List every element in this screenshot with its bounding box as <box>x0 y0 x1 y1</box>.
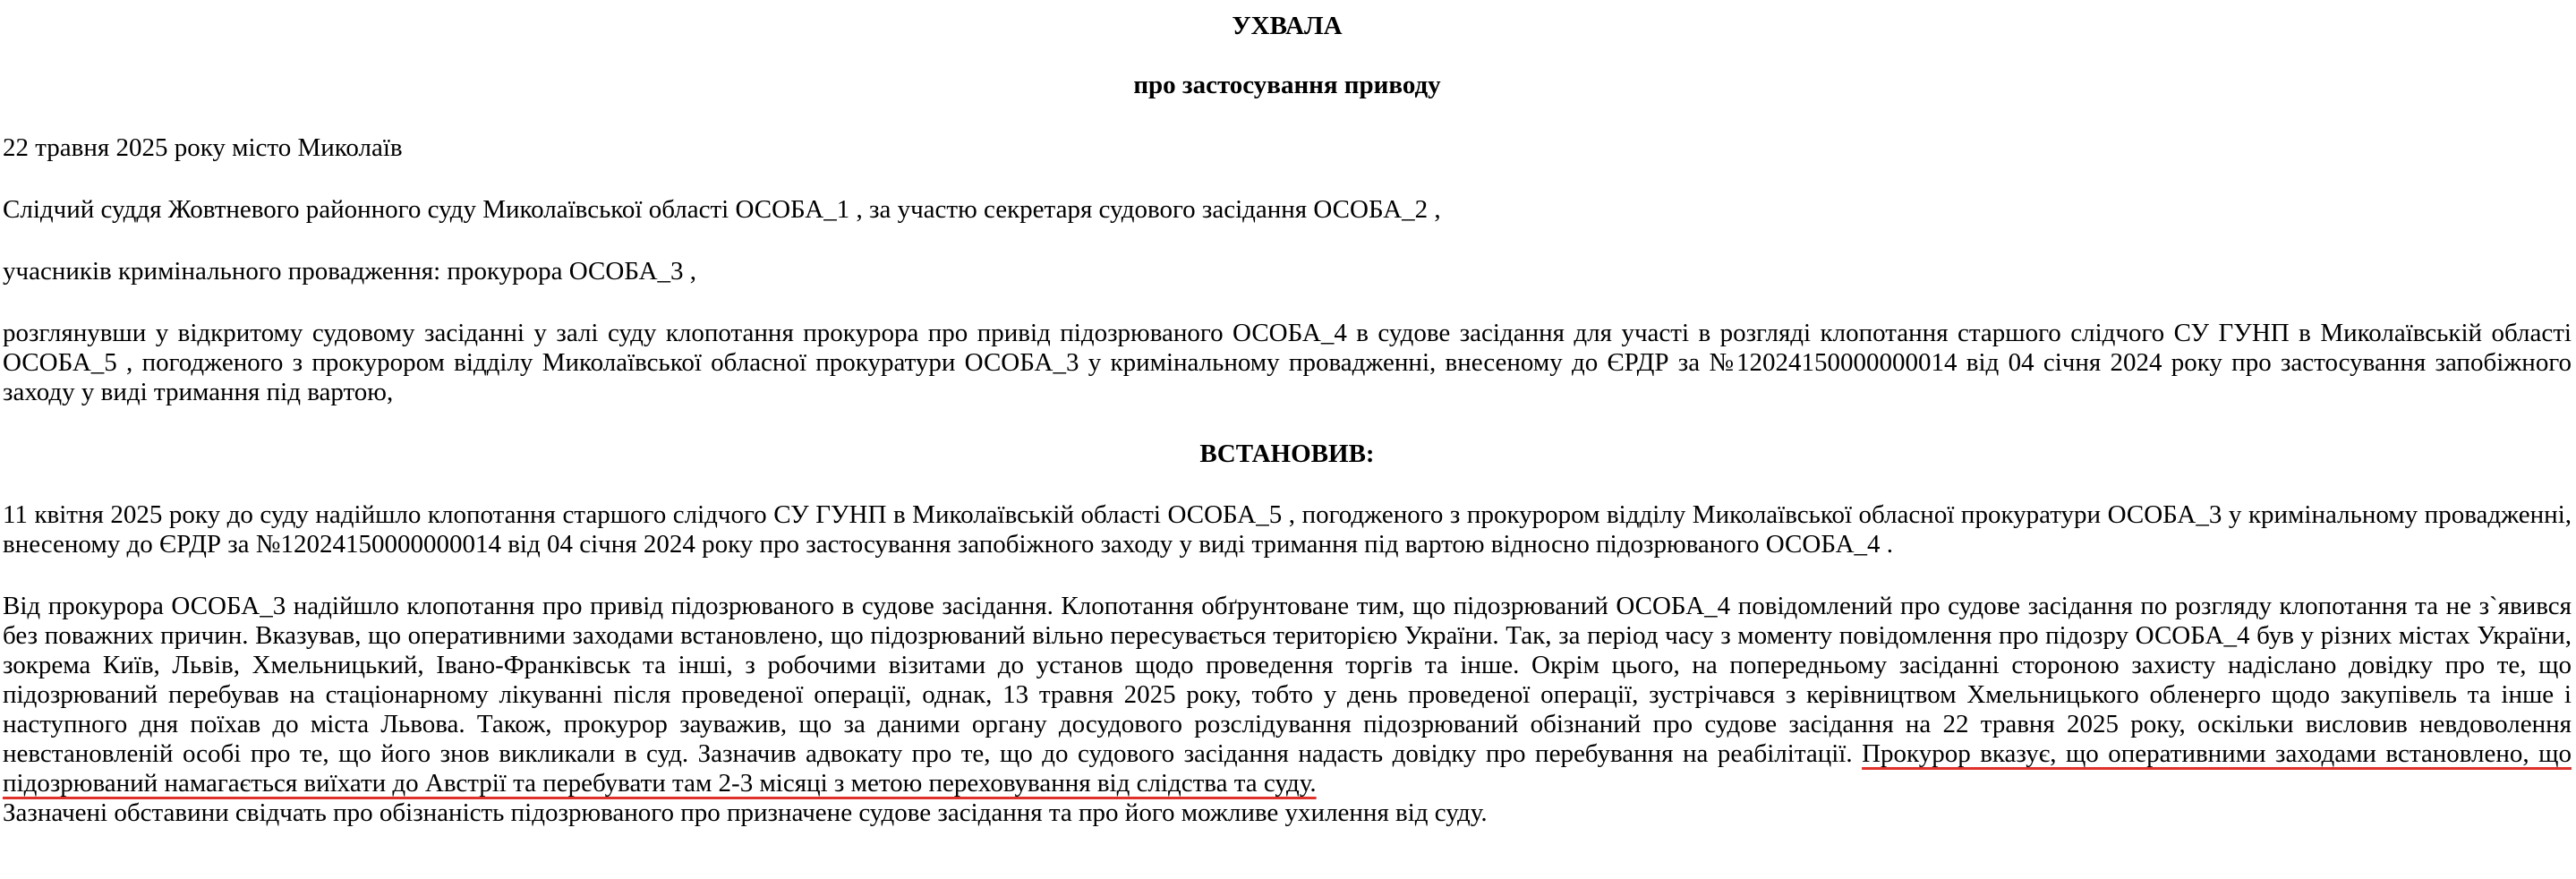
paragraph-text: Від прокурора ОСОБА_3 надійшло клопотання про привід підозрюваного в судове засідання. Клопотання обґрунтоване тим, що підозрюваний ОСОБА_4 повідомлений про судове засідання по розгляду клопотання та не з`явився без поважних причин. Вказував, що оперативними заходами встановлено, що підозрюваний вільно пересувається територією України. Так, за період часу з моменту повідомлення про підозру ОСОБА_4 був у різних містах України, зокрема Київ, Львів, Хмельницький, Івано-Франківськ та інші, з робочими візитами до установ щодо проведення торгів та інше. Окрім цього, на попередньому засіданні стороною захисту надіслано довідку про те, що підозрюваний перебував на стаціонарному лікуванні після проведеної операції, однак, 13 травня 2025 року, тобто у день проведеної операції, зустрічався з керівництвом Хмельницького обленерго щодо закупівель та інше і наступного дня поїхав до міста Львова. Також, прокурор зауважив, що за даними органу досудового розслідування підозрюваний обізнаний про судове засідання на 22 травня 2025 року, оскільки висловив невдоволення невстановленій особі про те, що його знов викликали в суд. Зазначив адвокату про те, що до судового засідання надасть довідку про перебування на реабілітації. <box>3 592 2572 768</box>
established-paragraph-2 <box>3 592 2572 828</box>
judge-line: Слідчий суддя Жовтневого районного суду Миколаївської області ОСОБА_1 , за участю секретаря судового засідання ОСОБА_2 , <box>3 195 1441 224</box>
section-heading: ВСТАНОВИВ: <box>1199 440 1375 468</box>
considered-paragraph: розглянувши у відкритому судовому засіданні у залі суду клопотання прокурора про привід підозрюваного ОСОБА_4 в судове засідання для участі в розгляді клопотання старшого слідчого СУ ГУНП в Миколаївській області ОСОБА_5 , погодженого з прокурором відділу Миколаївської обласної прокуратури ОСОБА_3 у кримінальному провадженні, внесеному до ЄРДР за №12024150000000014 від 04 січня 2024 року про застосування запобіжного заходу у виді тримання під вартою, <box>3 319 2572 406</box>
participants-line: учасників кримінального провадження: прокурора ОСОБА_3 , <box>3 257 697 286</box>
document-subtitle: про застосування приводу <box>1133 71 1441 99</box>
highlighted-text: Прокурор вказує, що оперативними заходами встановлено, що підозрюваний намагається виїхати до Австрії та перебувати там 2-3 місяці з метою переховування від слідства та суду. <box>3 739 2572 798</box>
established-paragraph-1: 11 квітня 2025 року до суду надійшло клопотання старшого слідчого СУ ГУНП в Миколаївській області ОСОБА_5 , погодженого з прокурором відділу Миколаївської обласної прокуратури ОСОБА_3 у кримінальному провадженні, внесеному до ЄРДР за №12024150000000014 від 04 січня 2024 року про застосування запобіжного заходу у виді тримання під вартою відносно підозрюваного ОСОБА_4 . <box>3 500 2572 559</box>
paragraph-text-after: Зазначені обставини свідчать про обізнаність підозрюваного про призначене судове засідання та про його можливе ухилення від суду. <box>3 798 1488 827</box>
court-ruling-document <box>3 0 2572 828</box>
document-title: УХВАЛА <box>1232 12 1343 40</box>
date-place-line: 22 травня 2025 року місто Миколаїв <box>3 133 403 162</box>
